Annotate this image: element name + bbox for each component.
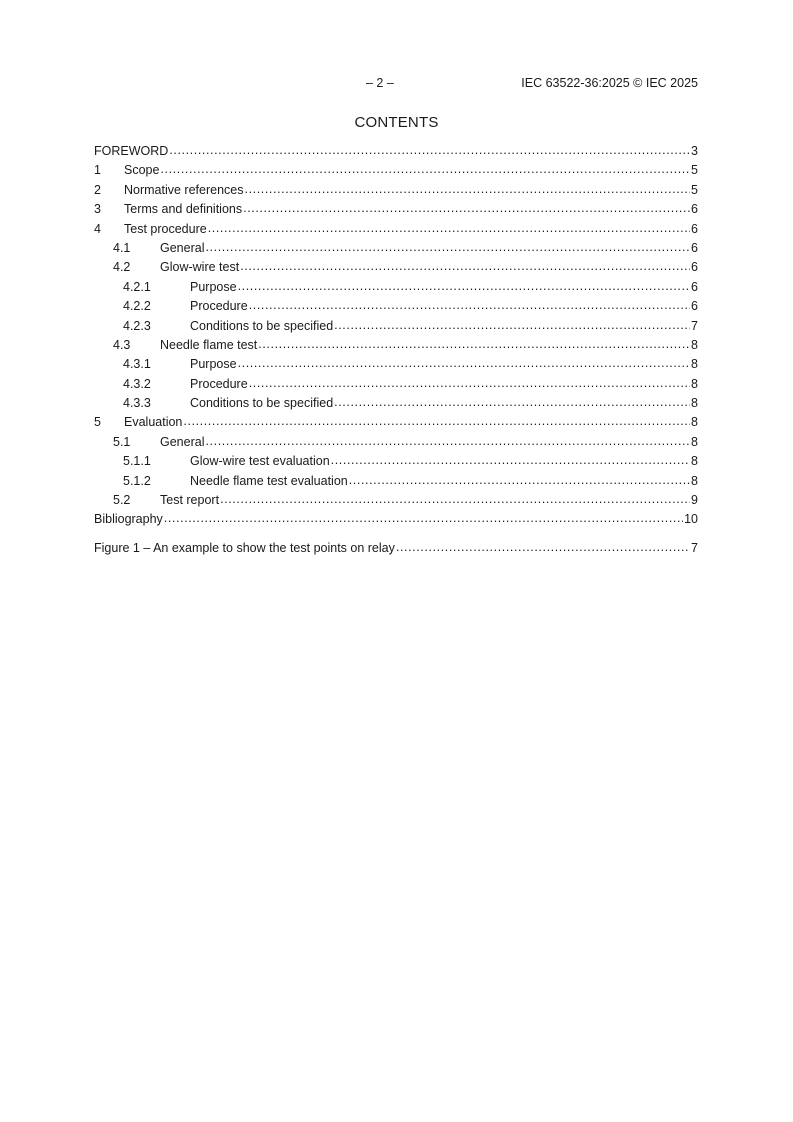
toc-entry[interactable] [94, 415, 698, 434]
page-header [94, 76, 698, 94]
toc-entry[interactable] [94, 222, 698, 241]
toc-entry-title: Procedure [190, 299, 248, 314]
toc-entry-page: 8 [691, 376, 698, 391]
toc-entry-page: 6 [691, 202, 698, 217]
toc-entry[interactable] [94, 299, 698, 318]
toc-entry-title: Conditions to be specified [190, 396, 334, 411]
toc-entry-number: 5 [94, 415, 101, 430]
toc-entry[interactable] [94, 183, 698, 202]
toc-entry[interactable] [94, 396, 698, 415]
toc-entry-title: Conditions to be specified [190, 318, 334, 333]
toc-entry-number: 4.2.3 [123, 318, 151, 333]
toc-dot-leader [331, 453, 690, 467]
toc-entry-number: 5.1.1 [123, 454, 151, 469]
toc-entry-number: 4.3.1 [123, 357, 151, 372]
toc-entry-number: 1 [94, 163, 101, 178]
toc-entry-page: 7 [691, 540, 698, 555]
toc-entry-title: General [160, 240, 205, 255]
toc-entry[interactable] [94, 377, 698, 396]
toc-entry-page: 6 [691, 221, 698, 236]
toc-dot-leader [249, 298, 690, 312]
toc-entry[interactable] [94, 163, 698, 182]
toc-entry-number: 4.1 [113, 240, 131, 255]
toc-entry-number: 3 [94, 202, 101, 217]
toc-entry[interactable] [94, 260, 698, 279]
contents-title: CONTENTS [354, 114, 439, 131]
toc-entry-title: Purpose [190, 279, 237, 294]
toc-entry[interactable] [94, 280, 698, 299]
toc-dot-leader [183, 414, 690, 428]
table-of-contents [94, 144, 698, 560]
toc-entry-number: 4.3.2 [123, 376, 151, 391]
toc-dot-leader [160, 162, 690, 176]
toc-dot-leader [205, 434, 690, 448]
toc-entry-page: 5 [691, 163, 698, 178]
toc-entry[interactable] [94, 512, 698, 531]
toc-entry[interactable] [94, 338, 698, 357]
toc-entry-page: 8 [691, 454, 698, 469]
toc-dot-leader [164, 511, 683, 525]
document-reference: IEC 63522-36:2025 © IEC 2025 [521, 76, 698, 90]
toc-entry-page: 6 [691, 260, 698, 275]
toc-entry[interactable] [94, 319, 698, 338]
toc-dot-leader [243, 201, 690, 215]
toc-dot-leader [220, 492, 690, 506]
toc-entry-title: Glow-wire test [160, 260, 240, 275]
toc-entry-title: Evaluation [124, 415, 183, 430]
toc-entry-title: Normative references [124, 182, 244, 197]
toc-entry-page: 6 [691, 279, 698, 294]
toc-entry-page: 6 [691, 299, 698, 314]
toc-dot-leader [169, 143, 690, 157]
toc-entry[interactable] [94, 202, 698, 221]
toc-entry-page: 9 [691, 493, 698, 508]
toc-entry-page: 8 [691, 473, 698, 488]
toc-entry-page: 10 [684, 512, 698, 527]
toc-entry-number: 2 [94, 182, 101, 197]
toc-entry-number: 4.3 [113, 337, 131, 352]
toc-dot-leader [205, 240, 690, 254]
toc-entry-page: 8 [691, 415, 698, 430]
toc-entry-title: Glow-wire test evaluation [190, 454, 330, 469]
toc-dot-leader [238, 279, 690, 293]
toc-entry-title: Procedure [190, 376, 248, 391]
toc-entry-page: 6 [691, 240, 698, 255]
toc-dot-leader [334, 318, 690, 332]
toc-entry[interactable] [94, 454, 698, 473]
toc-entry-page: 8 [691, 337, 698, 352]
toc-entry-title: Needle flame test evaluation [190, 473, 348, 488]
toc-dot-leader [249, 376, 690, 390]
figure-list-entry[interactable] [94, 541, 698, 560]
toc-entry[interactable] [94, 241, 698, 260]
toc-entry-number: 4.2.1 [123, 279, 151, 294]
toc-dot-leader [349, 473, 690, 487]
toc-entry-number: 4.3.3 [123, 396, 151, 411]
toc-entry-title: Figure 1 – An example to show the test points on relay [94, 540, 395, 555]
toc-entry[interactable] [94, 144, 698, 163]
toc-entry-title: Purpose [190, 357, 237, 372]
toc-entry-title: General [160, 434, 205, 449]
toc-entry-title: Terms and definitions [124, 202, 243, 217]
toc-entry-title: Needle flame test [160, 337, 258, 352]
toc-entry-title: Test procedure [124, 221, 207, 236]
toc-entry-title: Bibliography [94, 512, 163, 527]
toc-entry-page: 8 [691, 357, 698, 372]
toc-entry-number: 5.1 [113, 434, 131, 449]
toc-dot-leader [238, 356, 690, 370]
toc-dot-leader [334, 395, 690, 409]
toc-entry-title: Test report [160, 493, 220, 508]
toc-entry-title: Scope [124, 163, 160, 178]
toc-dot-leader [245, 182, 691, 196]
toc-entry[interactable] [94, 474, 698, 493]
toc-dot-leader [240, 259, 690, 273]
toc-entry[interactable] [94, 435, 698, 454]
toc-dot-leader [258, 337, 690, 351]
toc-entry-number: 5.2 [113, 493, 131, 508]
toc-entry-number: 5.1.2 [123, 473, 151, 488]
toc-entry-number: 4 [94, 221, 101, 236]
toc-entry-number: 4.2.2 [123, 299, 151, 314]
page-number: – 2 – [366, 76, 394, 90]
toc-entry-number: 4.2 [113, 260, 131, 275]
toc-dot-leader [396, 540, 690, 554]
toc-dot-leader [208, 221, 690, 235]
toc-entry-page: 5 [691, 182, 698, 197]
toc-entry-page: 8 [691, 396, 698, 411]
toc-entry-page: 7 [691, 318, 698, 333]
toc-entry[interactable] [94, 357, 698, 376]
toc-entry-page: 8 [691, 434, 698, 449]
toc-entry[interactable] [94, 493, 698, 512]
toc-entry-page: 3 [691, 144, 698, 158]
toc-entry-title: FOREWORD [94, 144, 169, 158]
